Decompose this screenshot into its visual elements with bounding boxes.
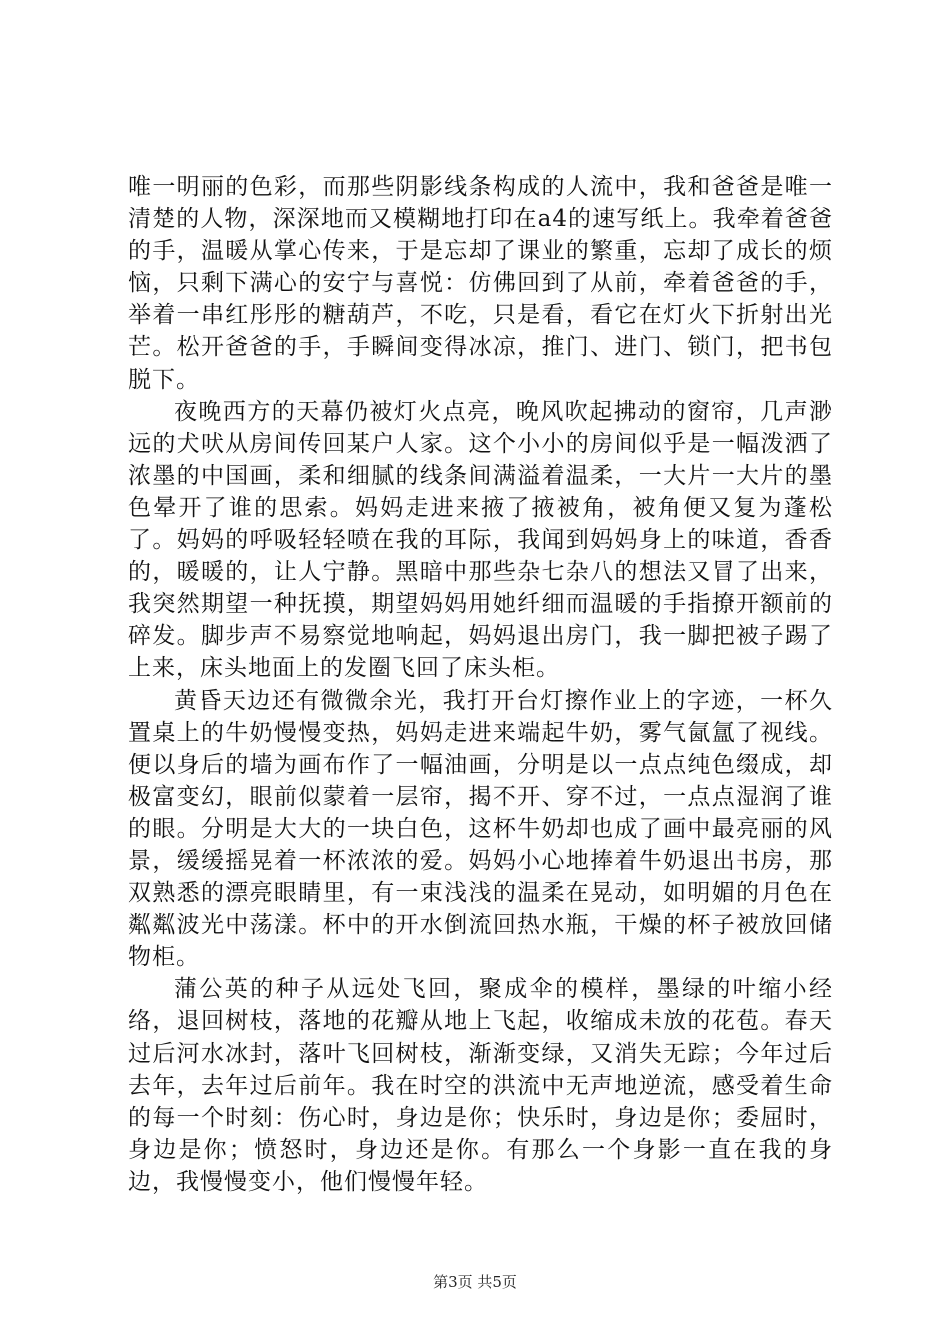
- document-body: [128, 171, 833, 1198]
- paragraph-1: 唯一明丽的色彩，而那些阴影线条构成的人流中，我和爸爸是唯一清楚的人物，深深地而又模糊地打印在a4的速写纸上。我牵着爸爸的手，温暖从掌心传来，于是忘却了课业的繁重，忘却了成长的烦恼，只剩下满心的安宁与喜悦：仿佛回到了从前，牵着爸爸的手，举着一串红彤彤的糖葫芦，不吃，只是看，看它在灯火下折射出光芒。松开爸爸的手，手瞬间变得冰凉，推门、进门、锁门，把书包脱下。: [128, 174, 833, 393]
- paragraph-3: 黄昏天边还有微微余光，我打开台灯擦作业上的字迹，一杯久置桌上的牛奶慢慢变热，妈妈走进来端起牛奶，雾气氤氲了视线。便以身后的墙为画布作了一幅油画，分明是以一点点纯色缀成，却极富变幻，眼前似蒙着一层帘，揭不开、穿不过，一点点湿润了谁的眼。分明是大大的一块白色，这杯牛奶却也成了画中最亮丽的风景，缓缓摇晃着一杯浓浓的爱。妈妈小心地捧着牛奶退出书房，那双熟悉的漂亮眼睛里，有一束浅浅的温柔在晃动，如明媚的月色在粼粼波光中荡漾。杯中的开水倒流回热水瓶，干燥的杯子被放回储物柜。: [128, 687, 833, 971]
- paragraph-2: 夜晚西方的天幕仍被灯火点亮，晚风吹起拂动的窗帘，几声渺远的犬吠从房间传回某户人家。这个小小的房间似乎是一幅泼洒了浓墨的中国画，柔和细腻的线条间满溢着温柔，一大片一大片的墨色晕开了谁的思索。妈妈走进来掖了掖被角，被角便又复为蓬松了。妈妈的呼吸轻轻喷在我的耳际，我闻到妈妈身上的味道，香香的，暖暖的，让人宁静。黑暗中那些杂七杂八的想法又冒了出来，我突然期望一种抚摸，期望妈妈用她纤细而温暖的手指撩开额前的碎发。脚步声不易察觉地响起，妈妈退出房门，我一脚把被子踢了上来，床头地面上的发圈飞回了床头柜。: [128, 398, 833, 682]
- paragraph-4: 蒲公英的种子从远处飞回，聚成伞的模样，墨绿的叶缩小经络，退回树枝，落地的花瓣从地上飞起，收缩成未放的花苞。春天过后河水冰封，落叶飞回树枝，渐渐变绿，又消失无踪；今年过后去年，去年过后前年。我在时空的洪流中无声地逆流，感受着生命的每一个时刻：伤心时，身边是你；快乐时，身边是你；委屈时，身边是你；愤怒时，身边还是你。有那么一个身影一直在我的身边，我慢慢变小，他们慢慢年轻。: [128, 976, 833, 1195]
- page-number-footer: 第3页 共5页: [433, 1273, 517, 1291]
